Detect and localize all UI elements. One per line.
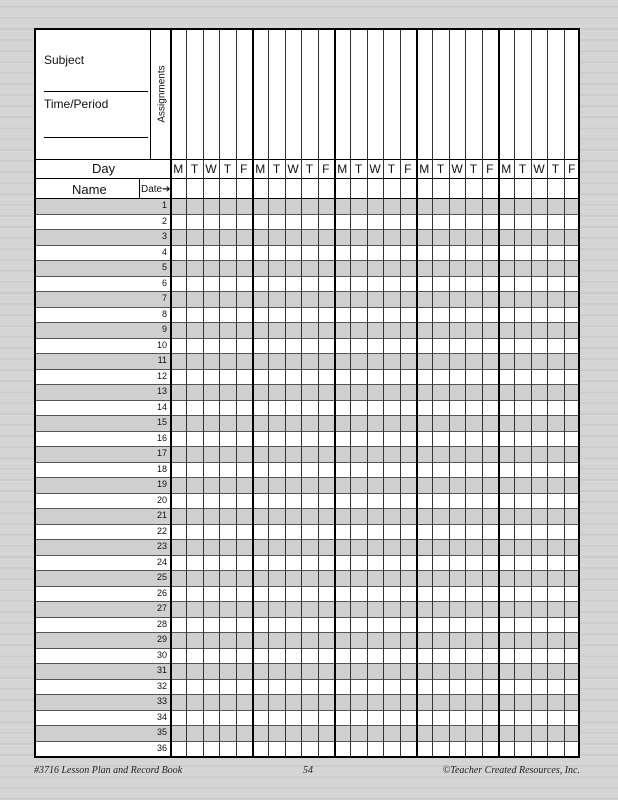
row-number: 28 xyxy=(156,618,167,629)
row-line xyxy=(36,431,578,432)
row-line xyxy=(36,617,578,618)
day-column-line xyxy=(301,30,302,756)
shaded-row xyxy=(36,570,578,586)
weekday-letter: M xyxy=(173,162,184,176)
shaded-row xyxy=(36,322,578,338)
row-number: 11 xyxy=(157,355,167,365)
row-line xyxy=(36,493,578,494)
weekday-letter: M xyxy=(255,162,266,176)
weekday-letter: W xyxy=(451,162,463,176)
shaded-row xyxy=(36,477,578,493)
row-number: 12 xyxy=(156,370,167,381)
weekday-letter: T xyxy=(469,162,478,176)
shaded-row xyxy=(36,260,578,276)
shaded-row xyxy=(36,725,578,741)
row-number: 14 xyxy=(156,401,167,412)
row-number: 27 xyxy=(156,603,167,613)
date-label: Date➔ xyxy=(141,184,171,195)
row-line xyxy=(36,260,578,261)
row-number: 6 xyxy=(161,277,167,288)
day-column-line xyxy=(186,30,187,756)
row-line xyxy=(36,679,578,680)
row-number: 16 xyxy=(156,432,167,443)
row-line xyxy=(36,307,578,308)
shaded-row xyxy=(36,415,578,431)
header-bottom-line xyxy=(36,159,578,160)
day-column-line xyxy=(531,30,532,756)
day-column-line xyxy=(219,30,220,756)
weekday-letter: F xyxy=(322,162,330,176)
weekday-letter: T xyxy=(387,162,396,176)
row-number: 19 xyxy=(156,479,167,489)
row-line xyxy=(36,663,578,664)
week-divider-line xyxy=(252,30,254,756)
row-line xyxy=(36,214,578,215)
day-column-line xyxy=(268,30,269,756)
row-line xyxy=(36,741,578,742)
shaded-row xyxy=(36,446,578,462)
weekday-letter: F xyxy=(240,162,248,176)
row-number: 24 xyxy=(156,556,167,567)
shaded-row xyxy=(36,291,578,307)
weekday-letter: T xyxy=(223,162,232,176)
row-line xyxy=(36,384,578,385)
row-line xyxy=(36,322,578,323)
day-column-line xyxy=(449,30,450,756)
day-column-line xyxy=(432,30,433,756)
weekday-letter: F xyxy=(404,162,412,176)
day-column-line xyxy=(367,30,368,756)
row-number: 7 xyxy=(161,293,167,303)
day-label: Day xyxy=(92,161,116,176)
row-line xyxy=(36,555,578,556)
row-number: 22 xyxy=(156,525,167,536)
week-divider-line xyxy=(498,30,500,756)
weekday-letter: T xyxy=(305,162,314,176)
row-line xyxy=(36,632,578,633)
row-line xyxy=(36,229,578,230)
shaded-row xyxy=(36,539,578,555)
day-column-line xyxy=(383,30,384,756)
day-column-line xyxy=(465,30,466,756)
shaded-row xyxy=(36,508,578,524)
row-number: 31 xyxy=(156,665,167,675)
row-line xyxy=(36,586,578,587)
row-line xyxy=(36,694,578,695)
week-divider-line xyxy=(334,30,336,756)
weekday-letter: W xyxy=(205,162,217,176)
row-number: 34 xyxy=(156,711,167,722)
row-number: 32 xyxy=(156,680,167,691)
shaded-row xyxy=(36,632,578,648)
shaded-row xyxy=(36,694,578,710)
row-number: 33 xyxy=(156,696,167,706)
shaded-row xyxy=(36,601,578,617)
name-row-line xyxy=(36,198,578,199)
day-row-line xyxy=(36,178,578,179)
row-number: 3 xyxy=(161,231,167,241)
footer-page-number: 54 xyxy=(303,765,313,776)
weekday-letter: M xyxy=(501,162,512,176)
day-column-line xyxy=(203,30,204,756)
subject-label: Subject xyxy=(44,53,85,67)
row-number: 2 xyxy=(161,215,167,226)
weekday-letter: M xyxy=(419,162,430,176)
day-column-line xyxy=(236,30,237,756)
row-number: 8 xyxy=(161,308,167,319)
day-column-line xyxy=(318,30,319,756)
row-number: 20 xyxy=(156,494,167,505)
weekday-letter: W xyxy=(533,162,545,176)
row-line xyxy=(36,338,578,339)
footer-book-title: #3716 Lesson Plan and Record Book xyxy=(34,765,183,776)
weekday-letter: T xyxy=(436,162,445,176)
shaded-row xyxy=(36,198,578,214)
time-period-label: Time/Period xyxy=(44,97,109,111)
day-column-line xyxy=(564,30,565,756)
row-line xyxy=(36,462,578,463)
row-line xyxy=(36,415,578,416)
week-divider-line xyxy=(416,30,418,756)
attendance-grid xyxy=(36,30,578,756)
weekday-letter: M xyxy=(337,162,348,176)
shaded-row xyxy=(36,229,578,245)
row-line xyxy=(36,508,578,509)
footer-copyright: ©Teacher Created Resources, Inc. xyxy=(442,765,580,776)
shaded-row xyxy=(36,663,578,679)
row-number: 17 xyxy=(156,448,167,458)
row-line xyxy=(36,353,578,354)
row-line xyxy=(36,400,578,401)
row-line xyxy=(36,710,578,711)
row-line xyxy=(36,291,578,292)
row-number: 4 xyxy=(161,246,167,257)
weekday-letter: T xyxy=(551,162,560,176)
row-line xyxy=(36,648,578,649)
row-line xyxy=(36,725,578,726)
row-line xyxy=(36,570,578,571)
row-line xyxy=(36,276,578,277)
row-number: 13 xyxy=(156,386,167,396)
weekday-letter: W xyxy=(287,162,299,176)
day-column-line xyxy=(514,30,515,756)
day-column-line xyxy=(482,30,483,756)
row-number: 10 xyxy=(156,339,167,350)
row-line xyxy=(36,369,578,370)
row-line xyxy=(36,477,578,478)
day-column-line xyxy=(350,30,351,756)
row-number: 1 xyxy=(161,200,167,210)
day-column-line xyxy=(400,30,401,756)
shaded-row xyxy=(36,384,578,400)
row-number: 18 xyxy=(156,463,167,474)
shaded-row xyxy=(36,353,578,369)
row-number: 30 xyxy=(156,649,167,660)
weekday-letter: T xyxy=(272,162,281,176)
assignments-label: Assignments xyxy=(156,65,168,123)
row-number: 21 xyxy=(156,510,167,520)
weekday-letter: T xyxy=(190,162,199,176)
name-label: Name xyxy=(72,182,107,197)
row-number: 35 xyxy=(156,727,167,737)
row-line xyxy=(36,601,578,602)
date-separator-line xyxy=(139,178,140,198)
name-column-line xyxy=(170,30,172,756)
row-number: 23 xyxy=(156,541,167,551)
day-column-line xyxy=(285,30,286,756)
row-number: 25 xyxy=(156,572,167,582)
weekday-letter: T xyxy=(354,162,363,176)
row-number: 36 xyxy=(156,742,167,753)
weekday-letter: T xyxy=(518,162,527,176)
weekday-letter: W xyxy=(369,162,381,176)
record-sheet xyxy=(34,28,580,758)
row-line xyxy=(36,524,578,525)
row-line xyxy=(36,245,578,246)
weekday-letter: F xyxy=(486,162,494,176)
row-number: 26 xyxy=(156,587,167,598)
row-number: 15 xyxy=(156,417,167,427)
row-number: 29 xyxy=(156,634,167,644)
day-column-line xyxy=(547,30,548,756)
row-number: 5 xyxy=(161,262,167,272)
row-number: 9 xyxy=(161,324,167,334)
weekday-letter: F xyxy=(568,162,576,176)
row-line xyxy=(36,446,578,447)
row-line xyxy=(36,539,578,540)
